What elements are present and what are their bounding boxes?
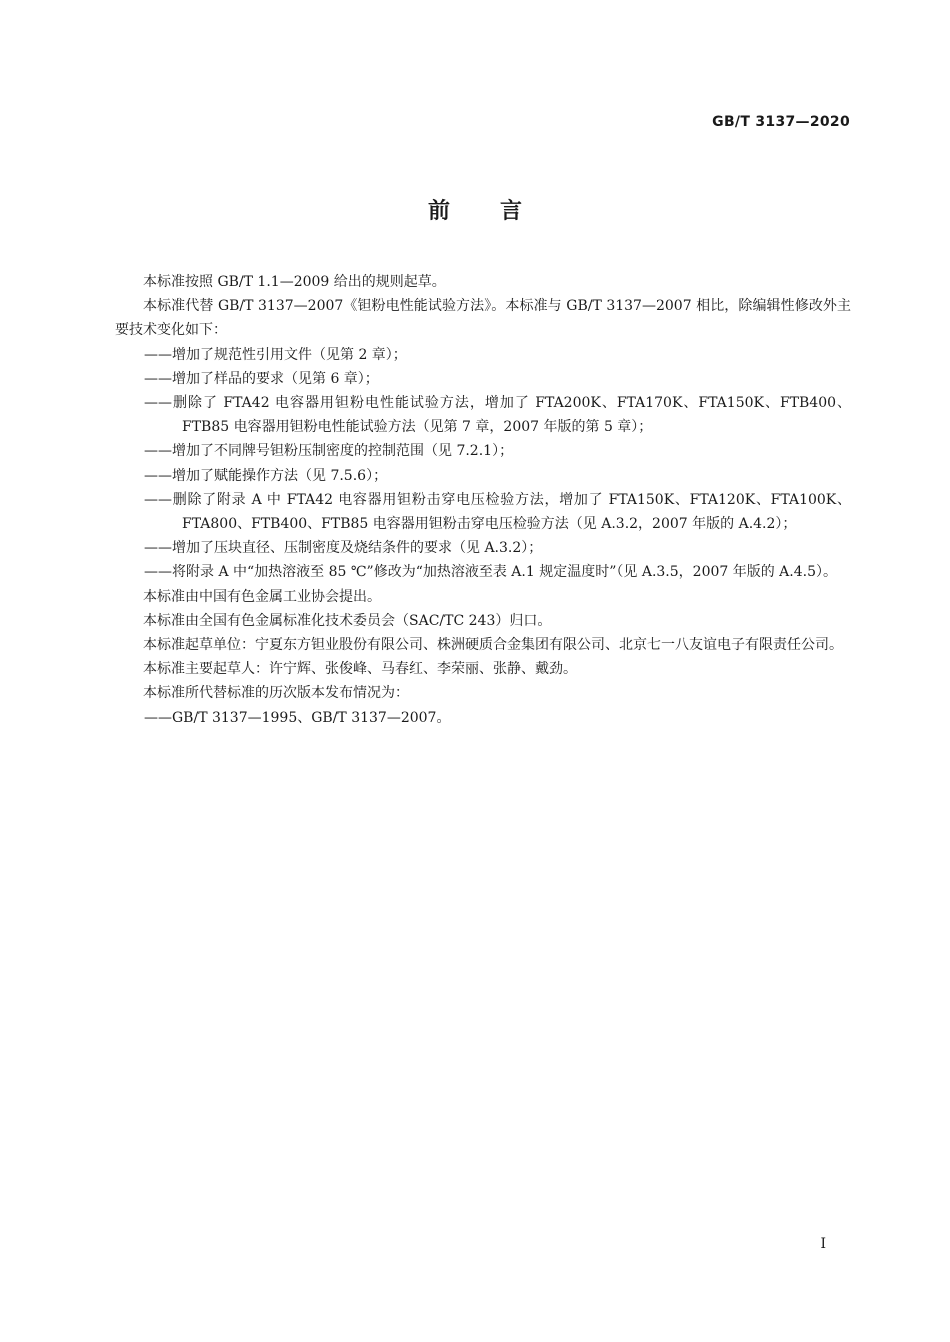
change-item: ——删除了 FTA42 电容器用钽粉电性能试验方法，增加了 FTA200K、FTA170K、FTA150K、FTB400、FTB85 电容器用钽粉电性能试验方法（见第 7 章，2007 年版的第 5 章）； bbox=[144, 395, 851, 436]
change-item: ——增加了赋能操作方法（见 7.5.6）； bbox=[144, 467, 388, 484]
change-item: ——增加了不同牌号钽粉压制密度的控制范围（见 7.2.1）； bbox=[144, 443, 514, 460]
paragraph-replacement: 本标准代替 GB/T 3137—2007《钽粉电性能试验方法》。本标准与 GB/T 3137—2007 相比，除编辑性修改外主要技术变化如下： bbox=[115, 298, 851, 339]
change-item: ——删除了附录 A 中 FTA42 电容器用钽粉击穿电压检验方法，增加了 FTA150K、FTA120K、FTA100K、FTA800、FTB400、FTB85 电容器用钽粉击穿电压检验方法（见 A.3.2，2007 年版的 A.4.2）； bbox=[144, 491, 851, 533]
page-title: 前言 bbox=[427, 199, 572, 224]
change-item: ——增加了规范性引用文件（见第 2 章）； bbox=[144, 346, 407, 363]
history-item: ——GB/T 3137—1995、GB/T 3137—2007。 bbox=[144, 709, 451, 726]
paragraph-proposer: 本标准由中国有色金属工业协会提出。 bbox=[143, 588, 381, 605]
change-item: ——增加了样品的要求（见第 6 章）； bbox=[144, 370, 379, 387]
standard-number: GB/T 3137—2020 bbox=[712, 114, 850, 130]
change-item: ——增加了压块直径、压制密度及烧结条件的要求（见 A.3.2）； bbox=[144, 540, 543, 557]
paragraph-drafting-rules: 本标准按照 GB/T 1.1—2009 给出的规则起草。 bbox=[143, 274, 446, 290]
change-item: ——将附录 A 中“加热溶液至 85 ℃”修改为“加热溶液至表 A.1 规定温度时”（见 A.3.5，2007 年版的 A.4.5）。 bbox=[144, 564, 838, 581]
paragraph-history: 本标准所代替标准的历次版本发布情况为： bbox=[143, 685, 409, 702]
foreword-body bbox=[115, 270, 851, 730]
paragraph-drafters: 本标准主要起草人：许宁辉、张俊峰、马春红、李荣丽、张静、戴劲。 bbox=[143, 661, 577, 678]
paragraph-committee: 本标准由全国有色金属标准化技术委员会（SAC/TC 243）归口。 bbox=[143, 612, 552, 629]
paragraph-drafting-units: 本标准起草单位：宁夏东方钽业股份有限公司、株洲硬质合金集团有限公司、北京七一八友谊电子有限责任公司。 bbox=[143, 637, 843, 654]
page-number: I bbox=[820, 1236, 826, 1252]
